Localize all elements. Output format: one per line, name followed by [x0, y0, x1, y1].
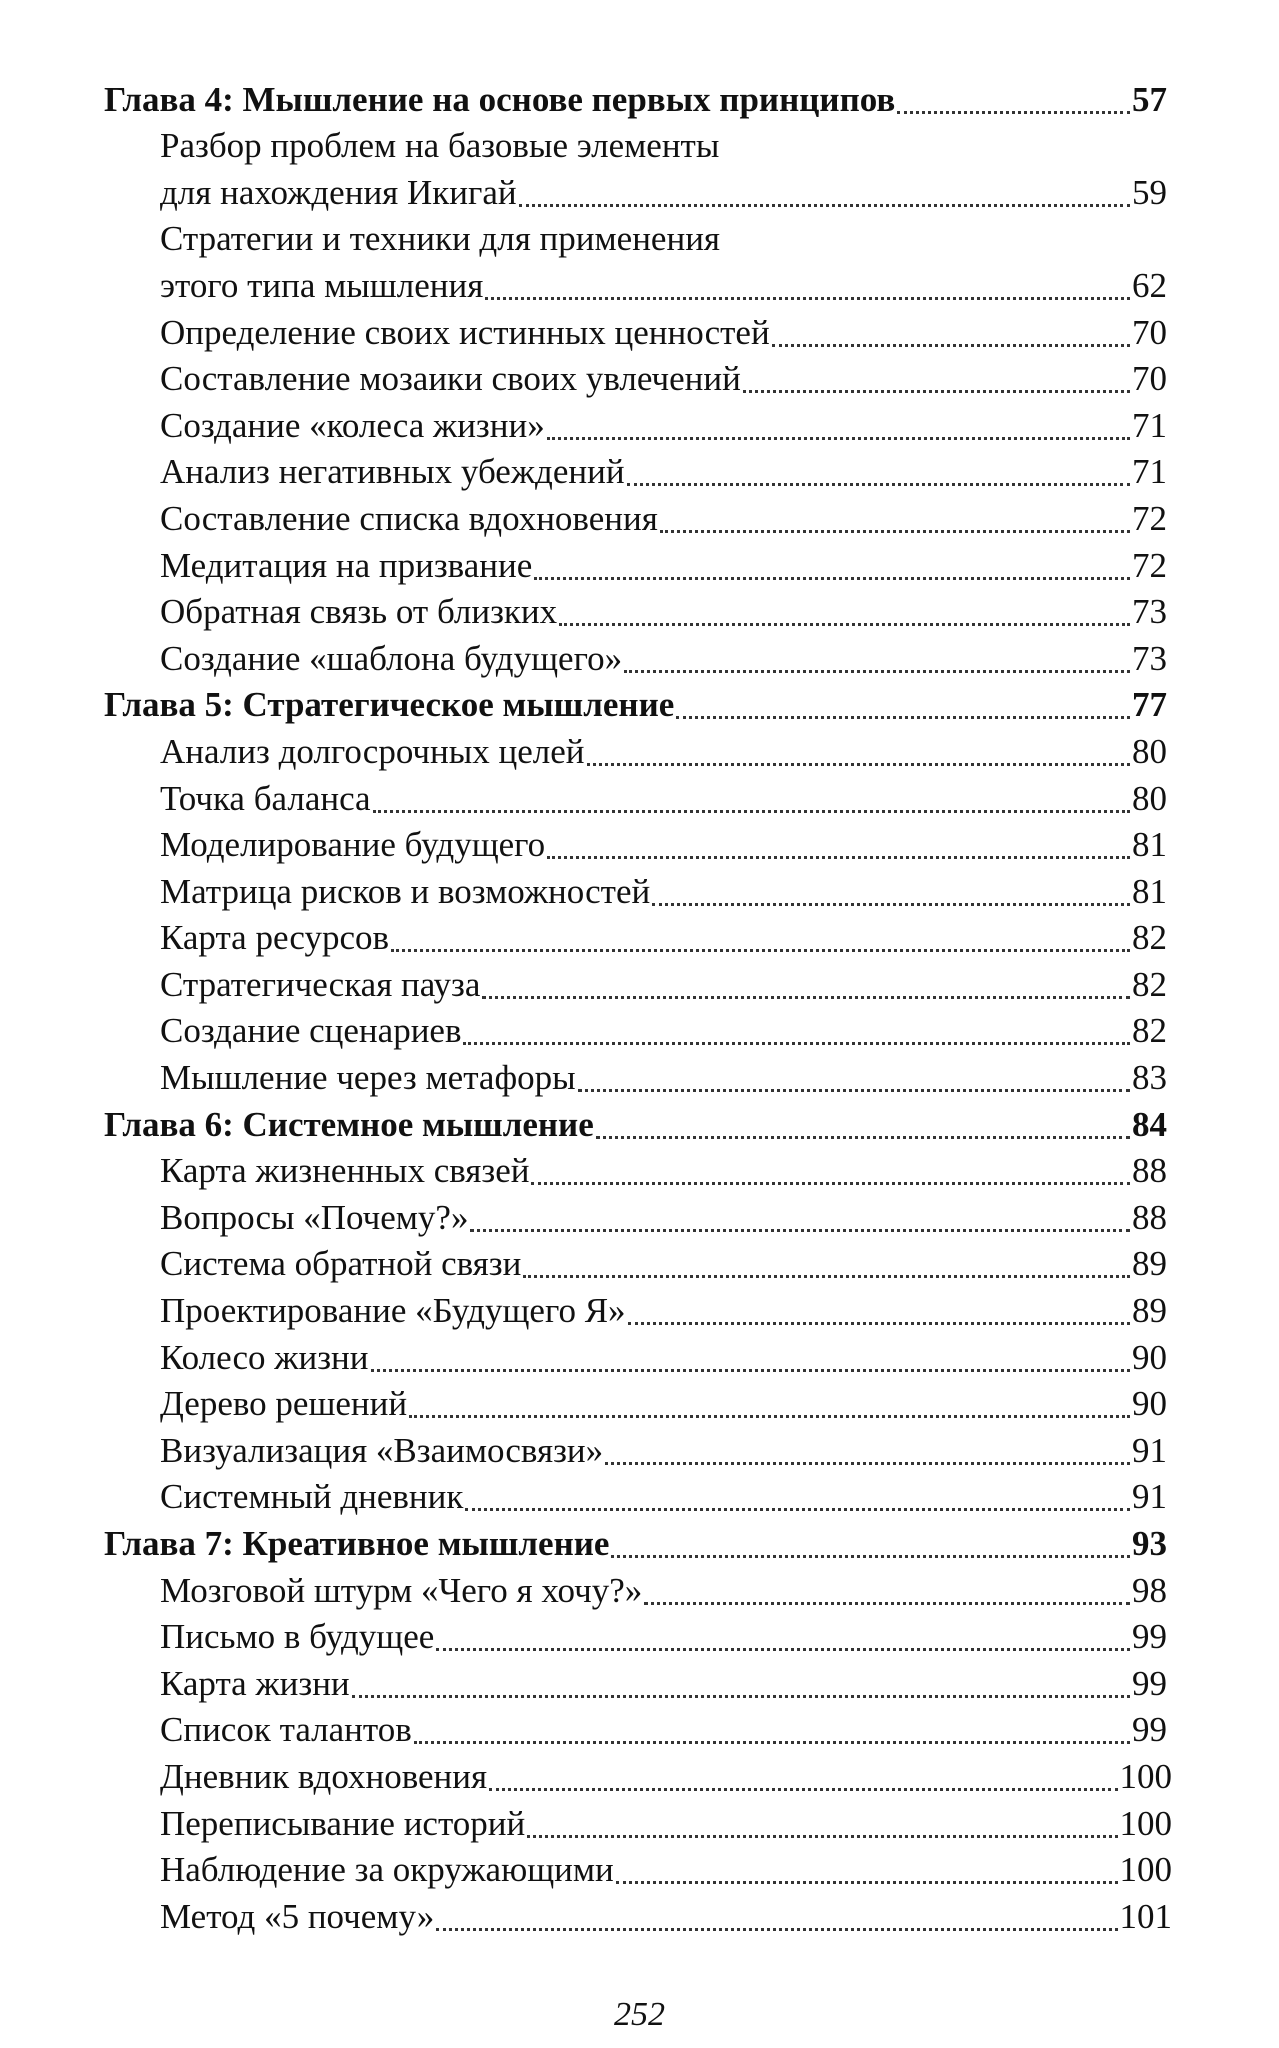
toc-page-number: 93: [1132, 1524, 1167, 1563]
dot-leader: [628, 1322, 1130, 1325]
toc-page-number: 91: [1132, 1477, 1167, 1517]
toc-entry: [104, 356, 1172, 403]
toc-title: Создание сценариев: [160, 1011, 462, 1051]
table-of-contents: [104, 76, 1172, 1940]
toc-chapter-heading: [104, 76, 1172, 123]
dot-leader: [482, 996, 1130, 999]
dot-leader: [534, 577, 1130, 580]
dot-leader: [547, 437, 1130, 440]
toc-title: Дерево решений: [160, 1384, 408, 1424]
toc-entry: [104, 1381, 1172, 1428]
dot-leader: [605, 1462, 1130, 1465]
dot-leader: [436, 1928, 1117, 1931]
toc-entry: [104, 822, 1172, 869]
dot-leader: [611, 1555, 1130, 1558]
toc-title: Переписывание историй: [160, 1803, 526, 1843]
toc-page-number: 62: [1132, 265, 1167, 305]
toc-page-number: 73: [1132, 638, 1167, 678]
toc-title: Вопросы «Почему?»: [160, 1197, 469, 1237]
dot-leader: [463, 1042, 1130, 1045]
toc-title: Дневник вдохновения: [160, 1756, 488, 1796]
toc-page-number: 70: [1132, 312, 1167, 352]
dot-leader: [531, 1182, 1130, 1185]
toc-title: Определение своих истинных ценностей: [160, 312, 770, 352]
toc-entry: [104, 1893, 1172, 1940]
toc-title: Колесо жизни: [160, 1337, 369, 1377]
toc-page-number: 73: [1132, 592, 1167, 632]
toc-page-number: 59: [1132, 172, 1167, 212]
dot-leader: [676, 716, 1130, 719]
toc-entry: [104, 1054, 1172, 1101]
toc-page-number: 89: [1132, 1291, 1167, 1331]
toc-entry: [104, 449, 1172, 496]
toc-page-number: 81: [1132, 871, 1167, 911]
toc-entry: [104, 728, 1172, 775]
toc-title: Медитация на призвание: [160, 545, 533, 585]
toc-title: Создание «шаблона будущего»: [160, 638, 623, 678]
toc-entry-line: [104, 216, 1172, 263]
toc-title: Список талантов: [160, 1710, 412, 1750]
toc-entry: [104, 1660, 1172, 1707]
toc-entry: [104, 915, 1172, 962]
toc-page-number: 91: [1132, 1430, 1167, 1470]
toc-entry: [104, 635, 1172, 682]
toc-entry: [104, 1287, 1172, 1334]
toc-page-number: 100: [1119, 1756, 1172, 1796]
dot-leader: [470, 1229, 1130, 1232]
toc-title: Метод «5 почему»: [160, 1896, 435, 1936]
dot-leader: [371, 1369, 1131, 1372]
toc-entry: [104, 309, 1172, 356]
toc-entry: [104, 961, 1172, 1008]
toc-title: Матрица рисков и возможностей: [160, 871, 651, 911]
toc-chapter-heading: [104, 1520, 1172, 1567]
toc-page-number: 99: [1132, 1710, 1167, 1750]
toc-title: Анализ долгосрочных целей: [160, 731, 585, 771]
toc-page-number: 82: [1132, 964, 1167, 1004]
toc-entry-line: [104, 262, 1172, 309]
dot-leader: [559, 623, 1130, 626]
toc-page-number: 80: [1132, 778, 1167, 818]
toc-entry: [104, 1427, 1172, 1474]
toc-page-number: 98: [1132, 1570, 1167, 1610]
dot-leader: [743, 390, 1130, 393]
toc-entry-line: [104, 169, 1172, 216]
toc-entry: [104, 1800, 1172, 1847]
dot-leader: [527, 1835, 1117, 1838]
dot-leader: [485, 297, 1130, 300]
toc-page-number: 90: [1132, 1337, 1167, 1377]
toc-entry-line: [104, 123, 1172, 170]
toc-page-number: 81: [1132, 825, 1167, 865]
toc-page-number: 83: [1132, 1058, 1167, 1098]
toc-page-number: 100: [1119, 1850, 1172, 1890]
toc-page-number: 82: [1132, 1011, 1167, 1051]
toc-entry: [104, 495, 1172, 542]
toc-page-number: 57: [1132, 79, 1167, 119]
dot-leader: [627, 483, 1130, 486]
toc-page-number: 72: [1132, 545, 1167, 585]
dot-leader: [489, 1788, 1117, 1791]
dot-leader: [644, 1602, 1130, 1605]
toc-entry: [104, 1474, 1172, 1521]
toc-title: Система обратной связи: [160, 1244, 522, 1284]
toc-chapter-heading: [104, 1101, 1172, 1148]
toc-title: Глава 5: Стратегическое мышление: [104, 685, 675, 725]
dot-leader: [897, 111, 1130, 114]
toc-entry: [104, 1567, 1172, 1614]
toc-title: Анализ негативных убеждений: [160, 452, 625, 492]
toc-chapter-heading: [104, 682, 1172, 729]
dot-leader: [660, 530, 1130, 533]
toc-page-number: 88: [1132, 1151, 1167, 1191]
dot-leader: [616, 1881, 1118, 1884]
dot-leader: [373, 810, 1130, 813]
toc-entry: [104, 1194, 1172, 1241]
toc-page-number: 82: [1132, 918, 1167, 958]
toc-title: Глава 6: Системное мышление: [104, 1104, 594, 1144]
toc-entry: [104, 1614, 1172, 1661]
toc-title: Карта ресурсов: [160, 918, 390, 958]
toc-page-number: 89: [1132, 1244, 1167, 1284]
toc-title: Глава 4: Мышление на основе первых принципов: [104, 79, 896, 119]
dot-leader: [624, 670, 1130, 673]
dot-leader: [391, 949, 1130, 952]
toc-page-number: 99: [1132, 1617, 1167, 1657]
dot-leader: [587, 763, 1130, 766]
toc-entry: [104, 589, 1172, 636]
dot-leader: [772, 344, 1130, 347]
toc-entry: [104, 1847, 1172, 1894]
toc-title: Точка баланса: [160, 778, 371, 818]
toc-entry: [104, 775, 1172, 822]
toc-title: Обратная связь от близких: [160, 592, 558, 632]
dot-leader: [414, 1741, 1130, 1744]
toc-entry: [104, 1707, 1172, 1754]
toc-title: Стратегии и техники для применения: [160, 219, 721, 259]
toc-page-number: 71: [1132, 452, 1167, 492]
dot-leader: [519, 204, 1130, 207]
toc-title: этого типа мышления: [160, 265, 484, 305]
toc-title: Разбор проблем на базовые элементы: [160, 126, 720, 166]
toc-title: Глава 7: Креативное мышление: [104, 1524, 610, 1563]
toc-title: Системный дневник: [160, 1477, 464, 1517]
toc-page-number: 101: [1119, 1896, 1172, 1936]
toc-title: Составление мозаики своих увлечений: [160, 359, 741, 399]
dot-leader: [578, 1089, 1130, 1092]
toc-page-number: 90: [1132, 1384, 1167, 1424]
toc-entry: [104, 542, 1172, 589]
toc-title: Карта жизни: [160, 1663, 350, 1703]
toc-entry: [104, 1334, 1172, 1381]
toc-entry: [104, 868, 1172, 915]
toc-title: Моделирование будущего: [160, 825, 546, 865]
toc-page-number: 84: [1132, 1104, 1167, 1144]
dot-leader: [436, 1648, 1130, 1651]
toc-page-number: 71: [1132, 405, 1167, 445]
toc-page-number: 72: [1132, 498, 1167, 538]
toc-title: Мышление через метафоры: [160, 1058, 576, 1098]
dot-leader: [352, 1695, 1130, 1698]
toc-entry: [104, 402, 1172, 449]
toc-page-number: 77: [1132, 685, 1167, 725]
page-number: 252: [614, 1996, 665, 2033]
dot-leader: [465, 1508, 1130, 1511]
toc-page-number: 80: [1132, 731, 1167, 771]
toc-title: Проектирование «Будущего Я»: [160, 1291, 626, 1331]
toc-title: Письмо в будущее: [160, 1617, 435, 1657]
toc-page-number: 70: [1132, 359, 1167, 399]
toc-title: Карта жизненных связей: [160, 1151, 530, 1191]
toc-page-number: 99: [1132, 1663, 1167, 1703]
toc-entry: [104, 1148, 1172, 1195]
toc-title: Стратегическая пауза: [160, 964, 481, 1004]
toc-title: для нахождения Икигай: [160, 172, 517, 212]
dot-leader: [523, 1275, 1130, 1278]
dot-leader: [409, 1415, 1130, 1418]
toc-page-number: 100: [1119, 1803, 1172, 1843]
toc-title: Наблюдение за окружающими: [160, 1850, 614, 1890]
dot-leader: [547, 856, 1130, 859]
toc-entry: [104, 1008, 1172, 1055]
toc-entry: [104, 1753, 1172, 1800]
dot-leader: [652, 903, 1130, 906]
toc-title: Создание «колеса жизни»: [160, 405, 545, 445]
toc-title: Мозговой штурм «Чего я хочу?»: [160, 1570, 643, 1610]
toc-title: Визуализация «Взаимосвязи»: [160, 1430, 604, 1470]
toc-page-number: 88: [1132, 1197, 1167, 1237]
toc-entry: [104, 1241, 1172, 1288]
dot-leader: [596, 1136, 1130, 1139]
toc-title: Составление списка вдохновения: [160, 498, 658, 538]
